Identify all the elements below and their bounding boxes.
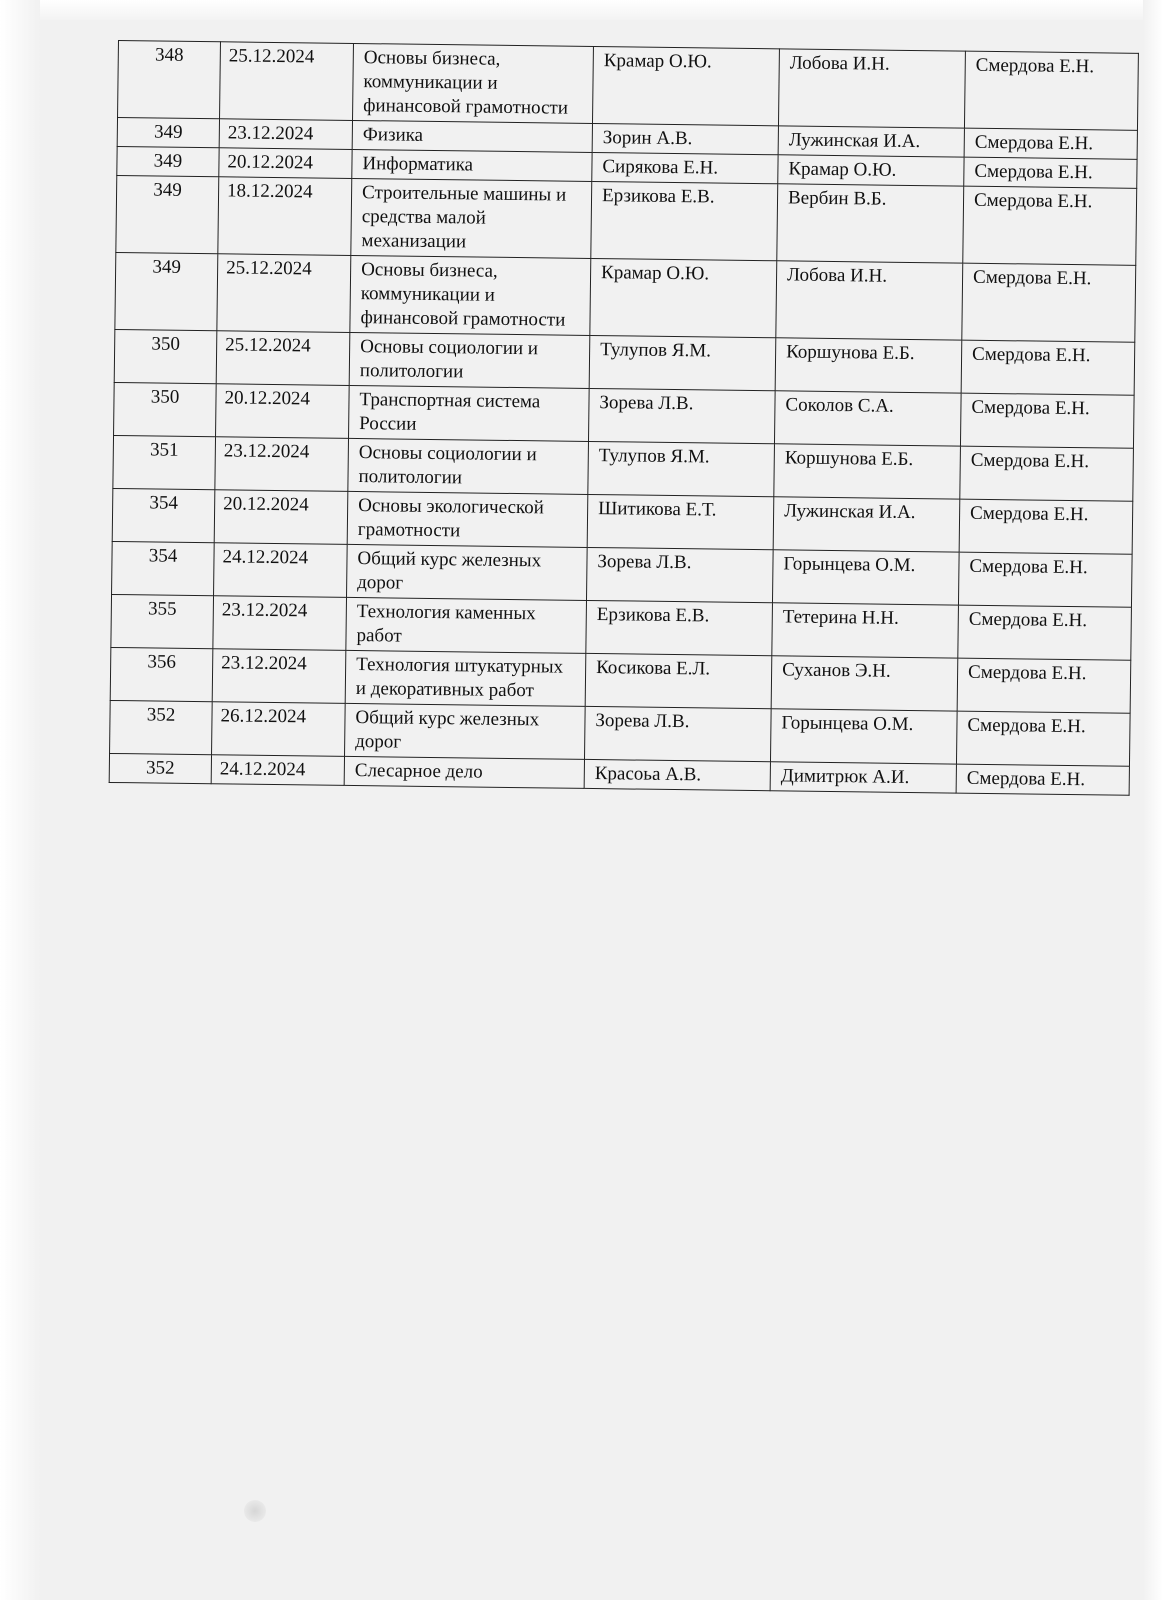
table-body: [109, 41, 1138, 796]
subject-cell: Основы бизнеса, коммуникации и финансовой грамотности: [350, 255, 591, 335]
scan-left-edge: [0, 0, 40, 1600]
date-cell: 20.12.2024: [214, 490, 348, 545]
assistant-cell: Смердова Е.Н.: [956, 764, 1129, 795]
group-number-cell: 349: [117, 146, 219, 176]
date-cell: 25.12.2024: [220, 42, 354, 121]
table-row: [118, 41, 1139, 131]
examiner-cell: Суханов Э.Н.: [771, 656, 958, 711]
date-cell: 24.12.2024: [211, 755, 344, 786]
teacher-cell: Крамар О.Ю.: [590, 258, 777, 337]
subject-cell: Основы бизнеса, коммуникации и финансовой грамотности: [353, 43, 594, 123]
examiner-cell: Коршунова Е.Б.: [775, 338, 962, 393]
date-cell: 25.12.2024: [217, 254, 351, 333]
assistant-cell: Смердова Е.Н.: [964, 128, 1137, 159]
group-number-cell: 349: [117, 118, 219, 148]
teacher-cell: Зорин А.В.: [592, 123, 778, 154]
table-row: [116, 175, 1137, 265]
assistant-cell: Смердова Е.Н.: [964, 51, 1138, 130]
date-cell: 24.12.2024: [214, 543, 348, 598]
exam-schedule-table: [109, 40, 1139, 796]
examiner-cell: Вербин В.Б.: [777, 184, 964, 263]
date-cell: 18.12.2024: [218, 177, 352, 256]
subject-cell: Основы социологии и политологии: [349, 332, 590, 388]
subject-cell: Информатика: [352, 149, 592, 181]
subject-cell: Физика: [352, 120, 592, 152]
examiner-cell: Тетерина Н.Н.: [772, 603, 959, 658]
assistant-cell: Смердова Е.Н.: [958, 552, 1132, 607]
date-cell: 23.12.2024: [219, 119, 352, 150]
group-number-cell: 350: [114, 382, 217, 436]
group-number-cell: 349: [116, 175, 219, 253]
assistant-cell: Смердова Е.Н.: [961, 340, 1135, 395]
assistant-cell: Смердова Е.Н.: [958, 605, 1132, 660]
assistant-cell: Смердова Е.Н.: [964, 157, 1137, 188]
teacher-cell: Красоьа А.В.: [584, 759, 770, 790]
group-number-cell: 348: [118, 41, 221, 119]
scan-smudge: [244, 1500, 266, 1522]
schedule-table-wrapper: [109, 40, 1138, 796]
examiner-cell: Лобова И.Н.: [778, 49, 965, 128]
teacher-cell: Шитикова Е.Т.: [587, 494, 774, 549]
subject-cell: Общий курс железных дорог: [345, 703, 586, 759]
teacher-cell: Тулупов Я.М.: [589, 335, 776, 390]
date-cell: 26.12.2024: [212, 702, 346, 757]
teacher-cell: Ерзикова Е.В.: [591, 181, 778, 260]
group-number-cell: 351: [113, 435, 216, 489]
assistant-cell: Смердова Е.Н.: [960, 393, 1134, 448]
examiner-cell: Лужинская И.А.: [778, 126, 964, 157]
teacher-cell: Тулупов Я.М.: [588, 441, 775, 496]
group-number-cell: 356: [110, 647, 213, 701]
teacher-cell: Ерзикова Е.В.: [586, 600, 773, 655]
date-cell: 23.12.2024: [215, 437, 349, 492]
scan-right-edge: [1143, 0, 1163, 1600]
scan-top-edge: [0, 0, 1163, 20]
examiner-cell: Горынцева О.М.: [772, 550, 959, 605]
subject-cell: Технология штукатурных и декоративных работ: [345, 650, 586, 706]
examiner-cell: Лобова И.Н.: [776, 261, 963, 340]
group-number-cell: 352: [109, 753, 211, 783]
subject-cell: Основы социологии и политологии: [348, 438, 589, 494]
subject-cell: Основы экологической грамотности: [347, 491, 588, 547]
group-number-cell: 354: [112, 488, 215, 542]
teacher-cell: Зорева Л.В.: [588, 388, 775, 443]
assistant-cell: Смердова Е.Н.: [957, 658, 1131, 713]
teacher-cell: Сирякова Е.Н.: [592, 152, 778, 183]
subject-cell: Технология каменных работ: [346, 597, 587, 653]
subject-cell: Строительные машины и средства малой механизации: [351, 178, 592, 258]
date-cell: 25.12.2024: [216, 331, 350, 386]
assistant-cell: Смердова Е.Н.: [962, 263, 1136, 342]
examiner-cell: Лужинская И.А.: [773, 497, 960, 552]
teacher-cell: Косикова Е.Л.: [585, 653, 772, 708]
examiner-cell: Соколов С.А.: [774, 391, 961, 446]
date-cell: 20.12.2024: [216, 384, 350, 439]
group-number-cell: 355: [111, 594, 214, 648]
examiner-cell: Крамар О.Ю.: [778, 155, 964, 186]
group-number-cell: 354: [112, 541, 215, 595]
group-number-cell: 350: [114, 329, 217, 383]
subject-cell: Транспортная система России: [349, 385, 590, 441]
assistant-cell: Смердова Е.Н.: [963, 186, 1137, 265]
teacher-cell: Зорева Л.В.: [586, 547, 773, 602]
examiner-cell: Коршунова Е.Б.: [774, 444, 961, 499]
assistant-cell: Смердова Е.Н.: [956, 711, 1130, 766]
date-cell: 20.12.2024: [219, 148, 352, 179]
examiner-cell: Горынцева О.М.: [770, 709, 957, 764]
subject-cell: Общий курс железных дорог: [347, 544, 588, 600]
subject-cell: Слесарное дело: [344, 756, 584, 788]
teacher-cell: Зорева Л.В.: [584, 706, 771, 761]
assistant-cell: Смердова Е.Н.: [960, 446, 1134, 501]
teacher-cell: Крамар О.Ю.: [592, 46, 779, 125]
date-cell: 23.12.2024: [213, 596, 347, 651]
assistant-cell: Смердова Е.Н.: [959, 499, 1133, 554]
group-number-cell: 352: [110, 700, 213, 754]
table-row: [115, 252, 1136, 342]
group-number-cell: 349: [115, 252, 218, 330]
date-cell: 23.12.2024: [212, 649, 346, 704]
examiner-cell: Димитрюк А.И.: [770, 762, 956, 793]
